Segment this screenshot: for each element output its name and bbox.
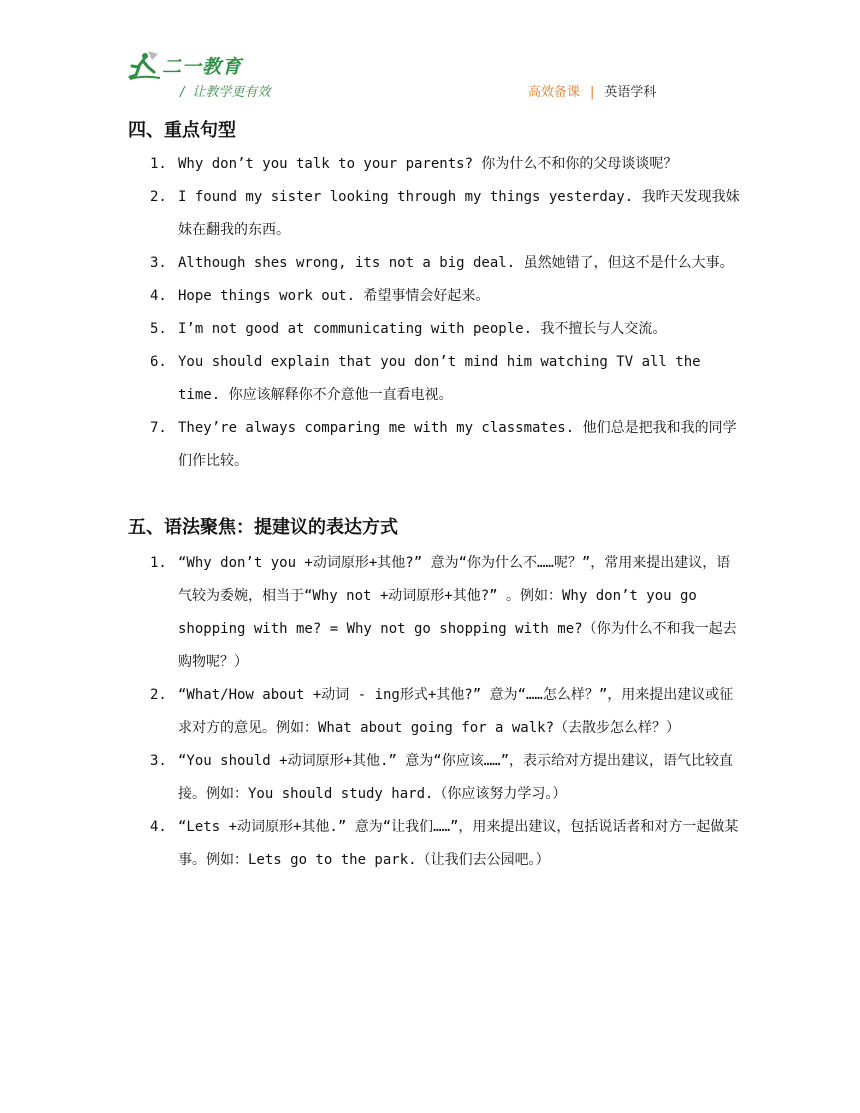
list-item	[150, 313, 740, 346]
item-number: 3.	[150, 753, 167, 769]
page-header	[0, 0, 860, 110]
item-text: You should explain that you don’t mind him watching TV all the time. 你应该解释你不介意他一直看电视。	[178, 354, 701, 403]
list-item	[150, 247, 740, 280]
logo-text: 二一教育	[162, 56, 243, 78]
runner-logo-icon	[128, 48, 162, 82]
item-number: 3.	[150, 255, 167, 271]
item-text: Although shes wrong, its not a big deal. 虽然她错了，但这不是什么大事。	[178, 255, 734, 271]
item-number: 7.	[150, 420, 167, 436]
tagline-separator: |	[590, 85, 595, 100]
list-item	[150, 148, 740, 181]
section-title-key-sentences: 四、重点句型	[128, 120, 236, 141]
key-sentences-list	[150, 148, 740, 478]
slogan	[180, 81, 270, 100]
grammar-list	[150, 547, 740, 877]
item-number: 4.	[150, 288, 167, 304]
item-number: 2.	[150, 687, 167, 703]
list-item	[150, 745, 740, 811]
item-text: “Why don’t you +动词原形+其他?” 意为“你为什么不……呢？”，常用来提出建议，语气较为委婉，相当于“Why not +动词原形+其他?” 。例如：Why don’t you go shopping with me? = Why not go shopping with me?（你为什么不和我一起去购物呢？）	[178, 555, 737, 670]
item-text: “Lets +动词原形+其他.” 意为“让我们……”，用来提出建议，包括说话者和对方一起做某事。例如：Lets go to the park.（让我们去公园吧。）	[178, 819, 739, 868]
logo	[128, 48, 268, 84]
list-item	[150, 412, 740, 478]
list-item	[150, 811, 740, 877]
item-number: 2.	[150, 189, 167, 205]
section-title-grammar-focus: 五、语法聚焦：提建议的表达方式	[128, 517, 398, 538]
item-text: Hope things work out. 希望事情会好起来。	[178, 288, 490, 304]
slogan-slash: /	[180, 85, 185, 100]
item-text: I’m not good at communicating with people. 我不擅长与人交流。	[178, 321, 667, 337]
item-number: 1.	[150, 156, 167, 172]
item-number: 4.	[150, 819, 167, 835]
item-number: 6.	[150, 354, 167, 370]
item-text: Why don’t you talk to your parents? 你为什么不和你的父母谈谈呢？	[178, 156, 678, 172]
list-item	[150, 181, 740, 247]
item-text: “You should +动词原形+其他.” 意为“你应该……”，表示给对方提出建议，语气比较直接。例如：You should study hard.（你应该努力学习。）	[178, 753, 734, 802]
tagline-efficient-prep: 高效备课	[528, 85, 581, 100]
item-text: “What/How about +动词 - ing形式+其他?” 意为“……怎么样？”，用来提出建议或征求对方的意见。例如：What about going for a walk?（去散步怎么样？）	[178, 687, 734, 736]
list-item	[150, 679, 740, 745]
item-text: They’re always comparing me with my classmates. 他们总是把我和我的同学们作比较。	[178, 420, 737, 469]
tagline-subject: 英语学科	[604, 85, 657, 100]
slogan-text: 让教学更有效	[192, 85, 271, 100]
header-tagline	[528, 81, 656, 100]
list-item	[150, 280, 740, 313]
list-item	[150, 547, 740, 679]
item-number: 5.	[150, 321, 167, 337]
item-number: 1.	[150, 555, 167, 571]
list-item	[150, 346, 740, 412]
item-text: I found my sister looking through my things yesterday. 我昨天发现我妹妹在翻我的东西。	[178, 189, 740, 238]
